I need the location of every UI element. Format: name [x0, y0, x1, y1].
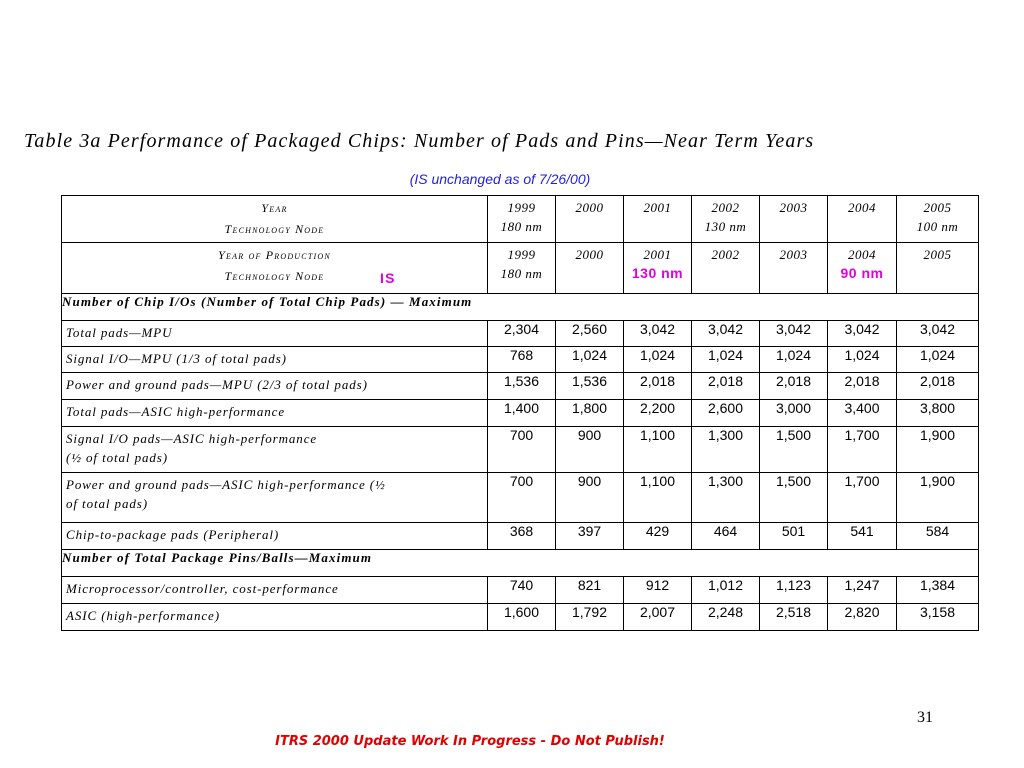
- value-cell: 900: [556, 427, 624, 473]
- is-tag: IS: [380, 270, 396, 286]
- node-value: 130 nm: [704, 219, 747, 234]
- row-label: Microprocessor/controller, cost-performance: [66, 581, 339, 596]
- table-row: [62, 427, 979, 473]
- value-cell: 429: [624, 523, 692, 550]
- technology-node-label: Technology Node: [224, 269, 325, 283]
- year-value: 2001: [643, 200, 672, 215]
- year-cell: [760, 196, 828, 243]
- section-header-row: [62, 294, 979, 321]
- row-label-cell: [62, 577, 488, 604]
- row-label-cell: [62, 473, 488, 523]
- row-label-continuation: (½ of total pads): [66, 450, 168, 465]
- row-label-continuation: of total pads): [66, 496, 148, 511]
- row-label: Total pads—ASIC high-performance: [66, 404, 285, 419]
- value-cell: 1,700: [828, 473, 897, 523]
- value-cell: 1,700: [828, 427, 897, 473]
- section-header-row: [62, 550, 979, 577]
- footer-notice: ITRS 2000 Update Work In Progress - Do Not Publish!: [275, 734, 665, 749]
- value-cell: 1,792: [556, 604, 624, 631]
- value-cell: 1,024: [556, 347, 624, 373]
- value-cell: 1,900: [897, 473, 979, 523]
- row-label-cell: [62, 321, 488, 347]
- value-cell: 2,018: [828, 373, 897, 400]
- year-value: 2005: [923, 200, 952, 215]
- year-cell: [692, 243, 760, 294]
- value-cell: 1,536: [488, 373, 556, 400]
- year-cell: [556, 243, 624, 294]
- value-cell: 2,600: [692, 400, 760, 427]
- value-cell: 2,518: [760, 604, 828, 631]
- value-cell: 1,536: [556, 373, 624, 400]
- value-cell: 2,018: [897, 373, 979, 400]
- value-cell: 541: [828, 523, 897, 550]
- node-value: 90 nm: [840, 265, 884, 281]
- year-cell: [624, 196, 692, 243]
- value-cell: 3,042: [624, 321, 692, 347]
- value-cell: 3,400: [828, 400, 897, 427]
- value-cell: 1,100: [624, 473, 692, 523]
- year-cell: [828, 243, 897, 294]
- value-cell: 900: [556, 473, 624, 523]
- value-cell: 1,400: [488, 400, 556, 427]
- year-value: 2001: [643, 247, 672, 262]
- row-label-cell: [62, 523, 488, 550]
- table-row: [62, 347, 979, 373]
- value-cell: 501: [760, 523, 828, 550]
- row-label-cell: [62, 347, 488, 373]
- page-number: 31: [917, 709, 933, 726]
- value-cell: 1,500: [760, 427, 828, 473]
- value-cell: 584: [897, 523, 979, 550]
- table-row: [62, 604, 979, 631]
- value-cell: 2,248: [692, 604, 760, 631]
- year-value: 1999: [507, 247, 536, 262]
- header-row-production: [62, 243, 979, 294]
- value-cell: 1,100: [624, 427, 692, 473]
- header-label-cell: [62, 243, 488, 294]
- year-value: 2003: [779, 247, 808, 262]
- node-value: 180 nm: [500, 219, 543, 234]
- value-cell: 464: [692, 523, 760, 550]
- row-label: Chip-to-package pads (Peripheral): [66, 527, 280, 542]
- year-value: 1999: [507, 200, 536, 215]
- year-value: 2004: [848, 200, 876, 215]
- value-cell: 3,042: [692, 321, 760, 347]
- value-cell: 1,123: [760, 577, 828, 604]
- value-cell: 2,018: [624, 373, 692, 400]
- value-cell: 368: [488, 523, 556, 550]
- value-cell: 397: [556, 523, 624, 550]
- technology-node-label: Technology Node: [224, 222, 325, 236]
- table-row: [62, 577, 979, 604]
- value-cell: 2,304: [488, 321, 556, 347]
- table-row: [62, 523, 979, 550]
- value-cell: 2,018: [760, 373, 828, 400]
- row-label: Power and ground pads—ASIC high-performance (½: [66, 477, 386, 492]
- value-cell: 768: [488, 347, 556, 373]
- section-title: Number of Chip I/Os (Number of Total Chip Pads) — Maximum: [62, 294, 979, 321]
- table-row: [62, 400, 979, 427]
- value-cell: 1,300: [692, 427, 760, 473]
- value-cell: 3,000: [760, 400, 828, 427]
- value-cell: 1,384: [897, 577, 979, 604]
- value-cell: 700: [488, 427, 556, 473]
- year-value: 2004: [848, 247, 876, 262]
- value-cell: 1,012: [692, 577, 760, 604]
- year-value: 2002: [711, 247, 740, 262]
- year-cell: [488, 243, 556, 294]
- node-value: 180 nm: [500, 266, 543, 281]
- header-label-cell: [62, 196, 488, 243]
- value-cell: 2,007: [624, 604, 692, 631]
- value-cell: 1,300: [692, 473, 760, 523]
- year-cell: [760, 243, 828, 294]
- value-cell: 1,024: [692, 347, 760, 373]
- value-cell: 1,800: [556, 400, 624, 427]
- year-cell: [897, 243, 979, 294]
- header-row-year: [62, 196, 979, 243]
- row-label: Signal I/O pads—ASIC high-performance: [66, 431, 318, 446]
- value-cell: 1,024: [624, 347, 692, 373]
- value-cell: 3,158: [897, 604, 979, 631]
- value-cell: 2,820: [828, 604, 897, 631]
- row-label-cell: [62, 373, 488, 400]
- year-of-production-label: Year of Production: [218, 248, 331, 262]
- value-cell: 3,042: [828, 321, 897, 347]
- value-cell: 2,018: [692, 373, 760, 400]
- year-value: 2000: [575, 200, 604, 215]
- section-title: Number of Total Package Pins/Balls—Maximum: [62, 550, 979, 577]
- value-cell: 1,600: [488, 604, 556, 631]
- value-cell: 2,200: [624, 400, 692, 427]
- year-cell: [556, 196, 624, 243]
- year-cell: [624, 243, 692, 294]
- row-label: Signal I/O—MPU (1/3 of total pads): [66, 351, 287, 366]
- row-label: ASIC (high-performance): [66, 608, 220, 623]
- year-cell: [692, 196, 760, 243]
- row-label: Power and ground pads—MPU (2/3 of total pads): [66, 377, 368, 392]
- year-cell: [897, 196, 979, 243]
- year-label: Year: [261, 201, 288, 215]
- value-cell: 3,042: [897, 321, 979, 347]
- value-cell: 3,800: [897, 400, 979, 427]
- value-cell: 1,500: [760, 473, 828, 523]
- year-cell: [488, 196, 556, 243]
- year-cell: [828, 196, 897, 243]
- table-row: [62, 373, 979, 400]
- value-cell: 1,024: [897, 347, 979, 373]
- value-cell: 912: [624, 577, 692, 604]
- row-label: Total pads—MPU: [66, 325, 173, 340]
- table-row: [62, 473, 979, 523]
- year-value: 2003: [779, 200, 808, 215]
- row-label-cell: [62, 604, 488, 631]
- value-cell: 700: [488, 473, 556, 523]
- value-cell: 1,247: [828, 577, 897, 604]
- value-cell: 821: [556, 577, 624, 604]
- table-title: Table 3a Performance of Packaged Chips: Number of Pads and Pins—Near Term Years: [24, 130, 815, 152]
- value-cell: 1,024: [828, 347, 897, 373]
- table-subtitle: (IS unchanged as of 7/26/00): [409, 171, 591, 187]
- value-cell: 740: [488, 577, 556, 604]
- value-cell: 2,560: [556, 321, 624, 347]
- node-value: 130 nm: [631, 265, 684, 281]
- node-value: 100 nm: [916, 219, 959, 234]
- data-table: [61, 195, 979, 631]
- year-value: 2000: [575, 247, 604, 262]
- year-value: 2002: [711, 200, 740, 215]
- table-row: [62, 321, 979, 347]
- year-value: 2005: [923, 247, 952, 262]
- value-cell: 3,042: [760, 321, 828, 347]
- value-cell: 1,024: [760, 347, 828, 373]
- value-cell: 1,900: [897, 427, 979, 473]
- row-label-cell: [62, 400, 488, 427]
- row-label-cell: [62, 427, 488, 473]
